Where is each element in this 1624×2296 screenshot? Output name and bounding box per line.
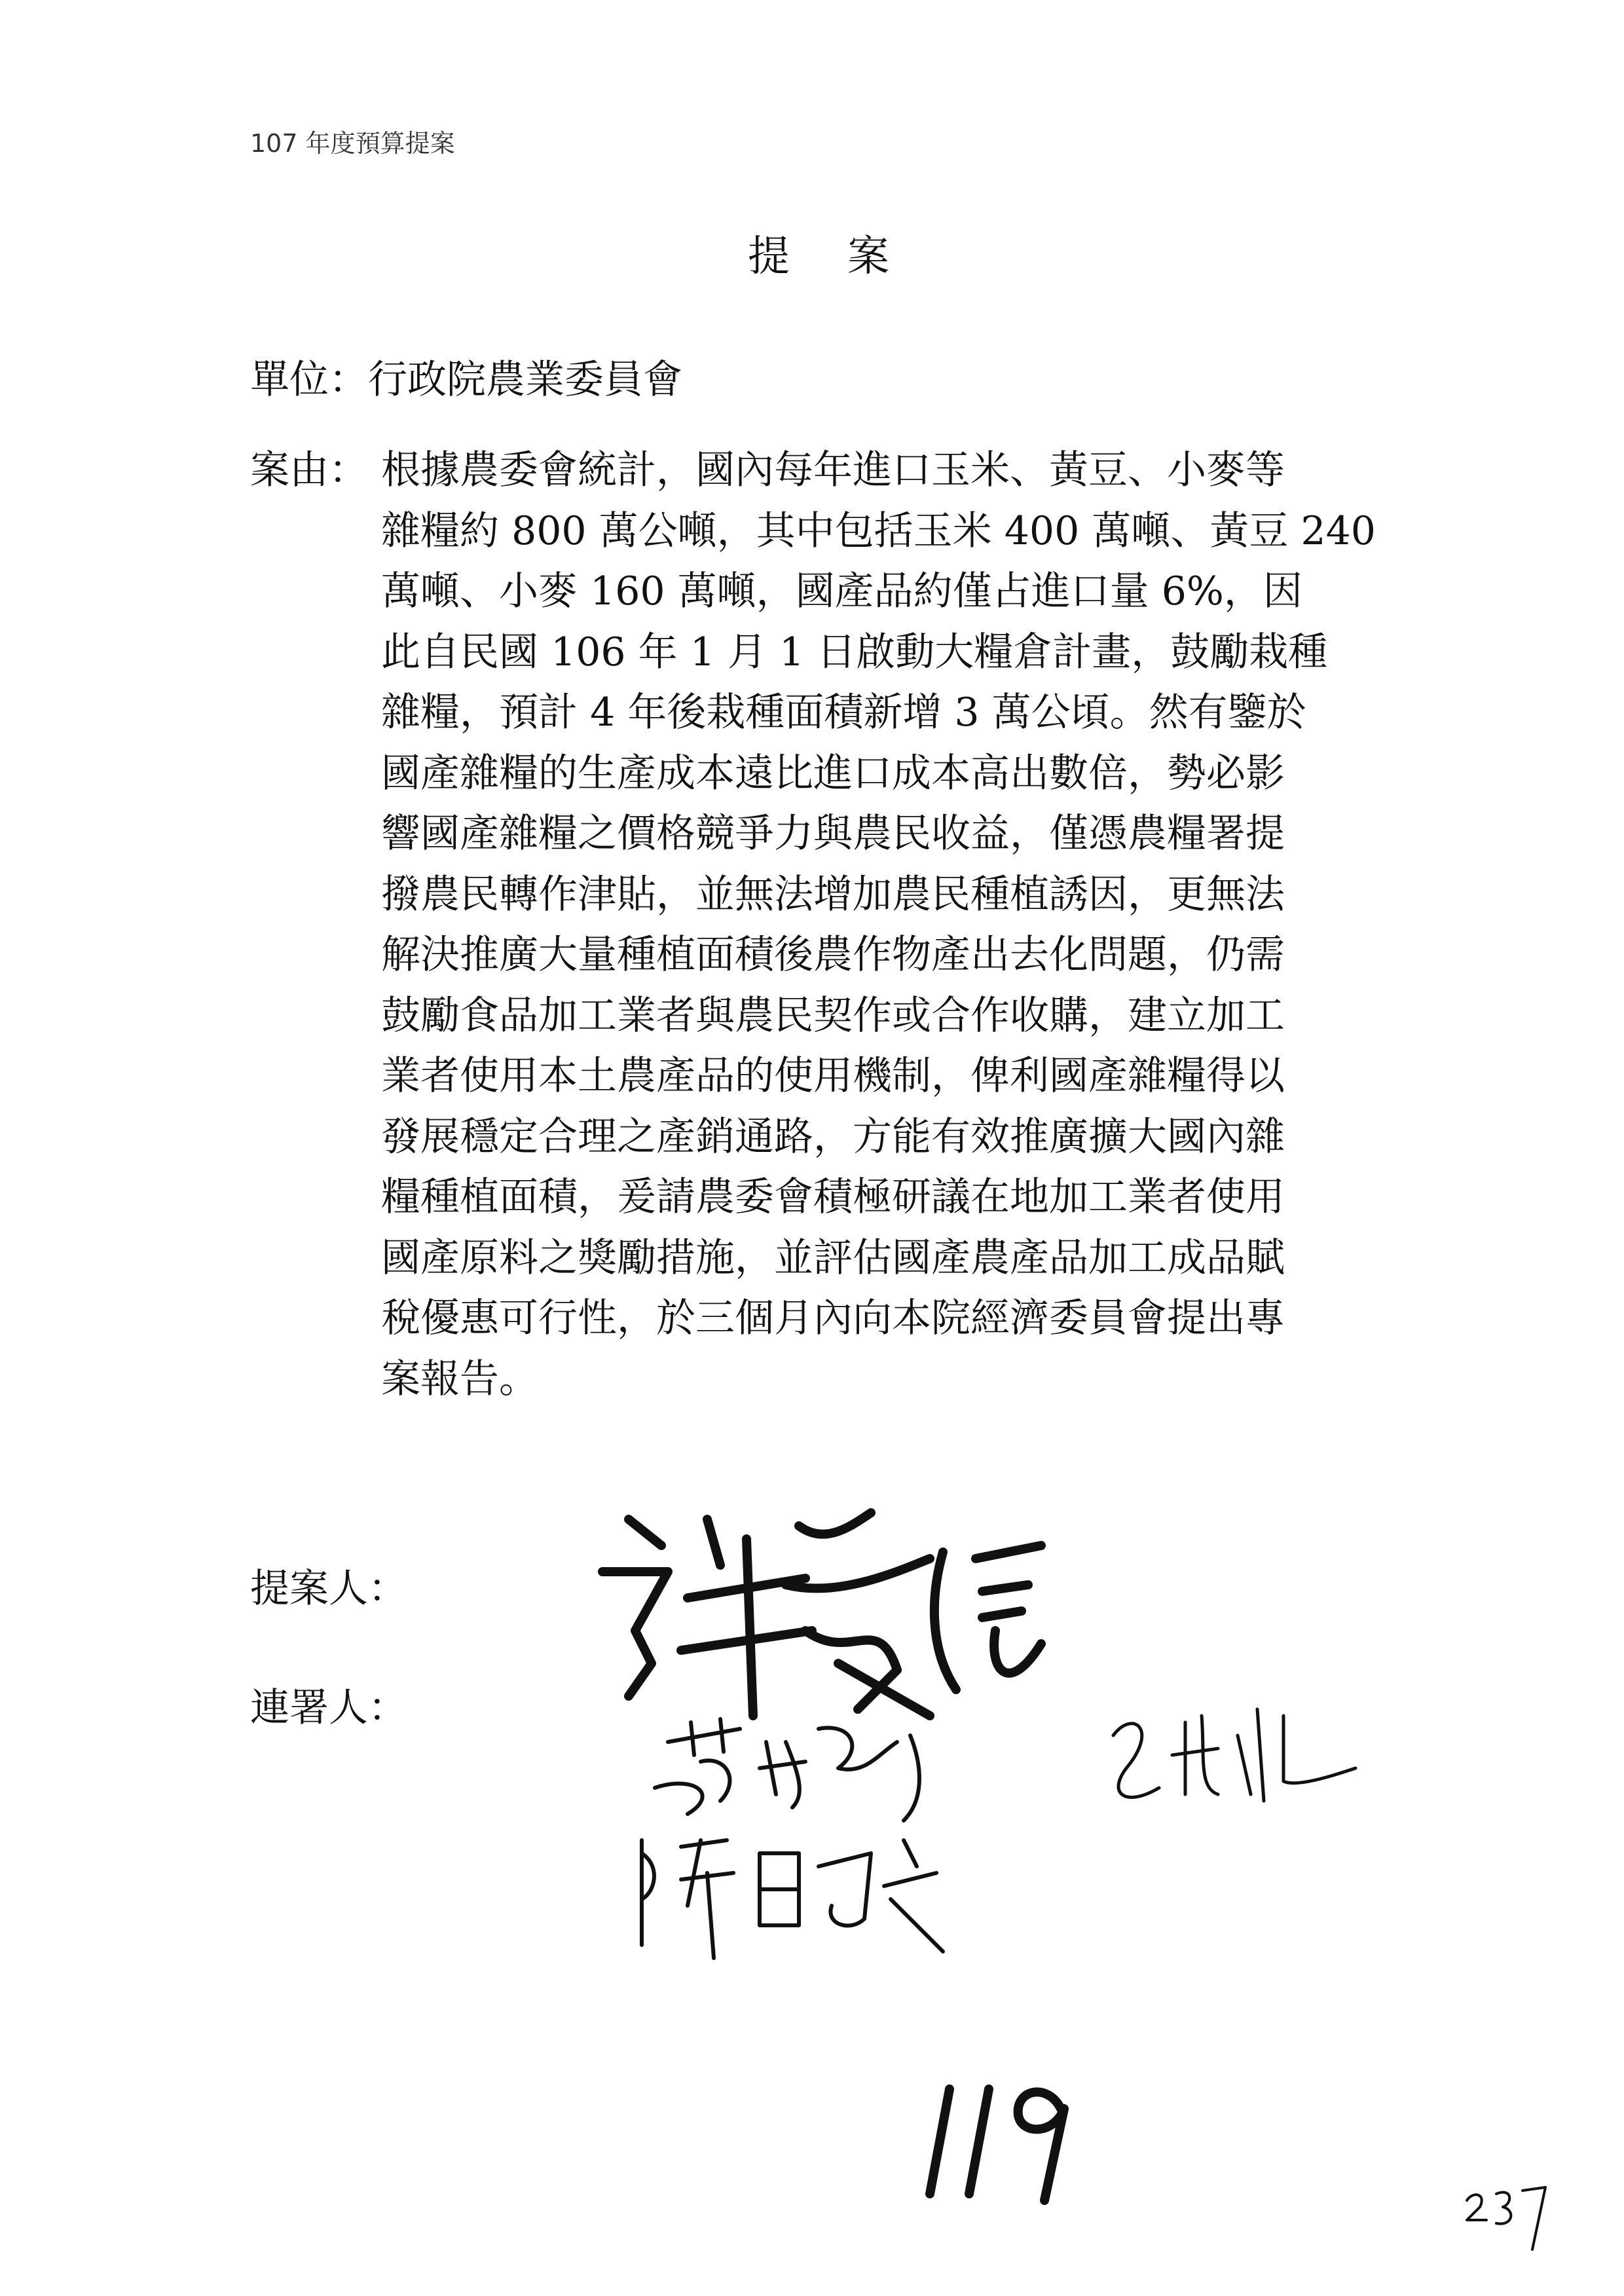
- cosigner-signature-2: [629, 1827, 943, 1965]
- cosigner-label: 連署人：: [250, 1685, 407, 1731]
- unit-label: 單位：: [250, 357, 368, 403]
- unit-row: [250, 348, 682, 405]
- proposer-label: 提案人：: [250, 1566, 407, 1612]
- document-title: 提案: [748, 232, 947, 281]
- handwritten-corner-number: [1460, 2181, 1552, 2253]
- page-header: 107 年度預算提案: [250, 129, 455, 158]
- reason-text: 根據農委會統計，國內每年進口玉米、黃豆、小麥等 雜糧約 800 萬公噸，其中包括玉米 400 萬噸、黃豆 240 萬噸、小麥 160 萬噸，國產品約僅占進口量 6%，因 此自民國 106 年 1 月 1 日啟動大糧倉計畫，鼓勵栽種 雜糧，預計 4 年後栽種面積新增 3 萬公頃。然有鑒於 國產雜糧的生產成本遠比進口成本高出數倍，勢必影 響國產雜糧之價格競爭力與農民收益，僅憑農糧署提 撥農民轉作津貼，並無法增加農民種植誘因，更無法 解決推廣大量種植面積後農作物產出去化問題，仍需 鼓勵食品加工業者與農民契作或合作收購，建立加工 業者使用本土農產品的使用機制，俾利國產雜糧得以 發展穩定合理之產銷通路，方能有效推廣擴大國內雜 糧種植面積，爰請農委會積極研議在地加工業者使用 國產原料之獎勵措施，並評估國產農產品加工成品賦 稅優惠可行性，於三個月內向本院經濟委員會提出專 案報告。: [381, 447, 1376, 1402]
- unit-value: 行政院農業委員會: [368, 357, 682, 403]
- cosigner-signature-1: [629, 1716, 956, 1821]
- cosigner-signature-3: [1087, 1696, 1362, 1827]
- proposer-signature: [589, 1500, 1048, 1749]
- handwritten-page-number: [917, 2076, 1087, 2207]
- reason-label: 案由：: [250, 447, 368, 493]
